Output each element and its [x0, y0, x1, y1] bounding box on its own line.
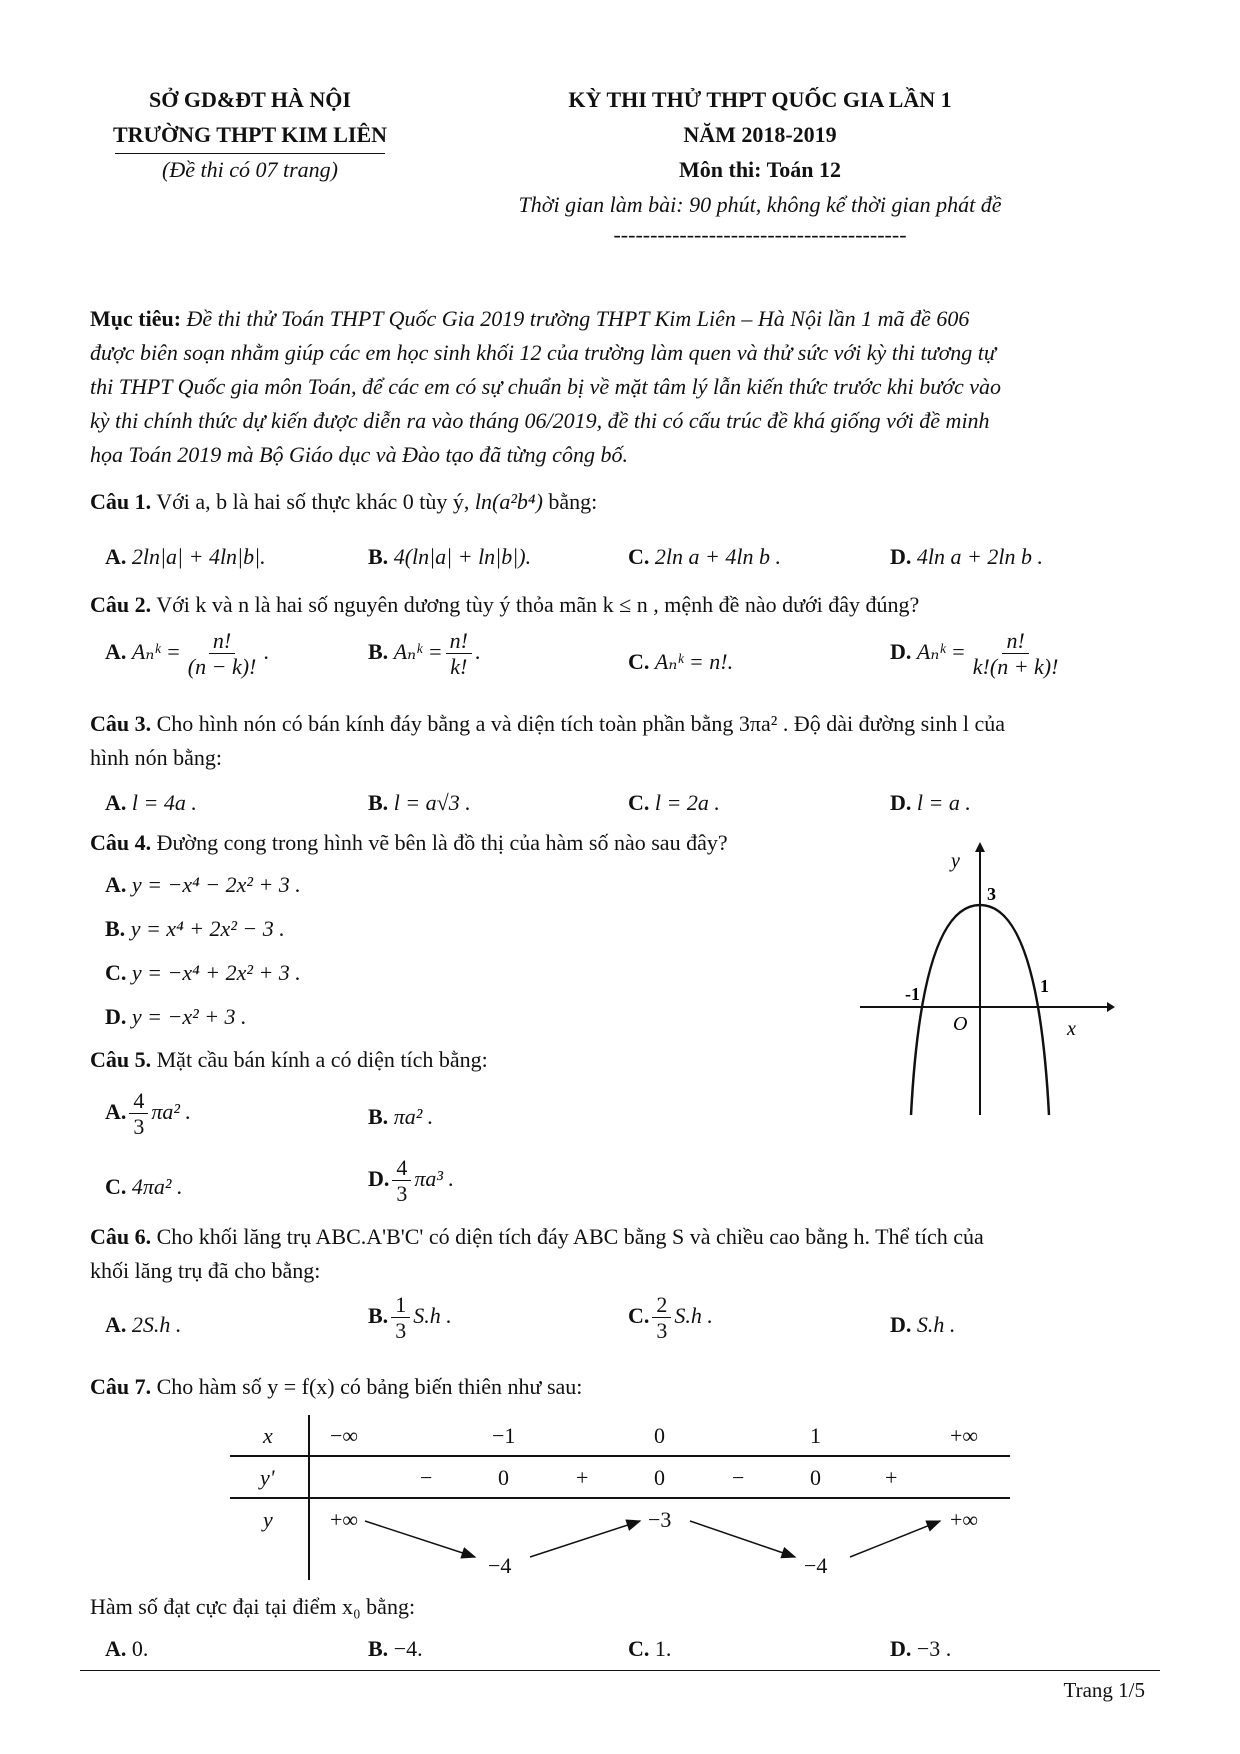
- q2-label: Câu 2.: [90, 592, 152, 617]
- row-yprime-header: y': [260, 1465, 275, 1490]
- q3-label: Câu 3.: [90, 711, 152, 736]
- q7-after-text: Hàm số đạt cực đại tại điểm x₀ bằng:: [90, 1594, 416, 1619]
- q5-option-d[interactable]: D. $\frac{4}{3}$ πa³ .: [368, 1155, 455, 1207]
- q6-option-b[interactable]: B. $\frac{1}{3}$ S.h .: [368, 1292, 452, 1344]
- y-min-2: −4: [804, 1553, 828, 1578]
- q5-d-fraction: $\frac{4}{3}$: [392, 1155, 411, 1207]
- q2-b-fraction: $\frac{n!}{k!}$: [446, 628, 472, 680]
- question-6: [90, 1220, 1150, 1288]
- q5-text: Mặt cầu bán kính a có diện tích bằng:: [156, 1047, 488, 1072]
- exam-year: NĂM 2018-2019: [683, 122, 837, 147]
- q5-option-b[interactable]: B. πa² .: [368, 1104, 434, 1129]
- q3-option-c[interactable]: C. l = 2a .: [628, 790, 720, 815]
- q6-option-a[interactable]: A. 2S.h .: [105, 1312, 182, 1337]
- school-name: TRƯỜNG THPT KIM LIÊN: [112, 122, 388, 147]
- x-axis-arrow: [1107, 1002, 1115, 1012]
- q2-option-a[interactable]: A. Aₙᵏ = $\frac{n!}{(n - k)!}$ .: [105, 628, 269, 680]
- y-pos-inf-left: +∞: [330, 1507, 359, 1532]
- x-neg-inf: −∞: [330, 1423, 359, 1448]
- y-pos-inf-right: +∞: [950, 1507, 979, 1532]
- page-number: Trang 1/5: [1063, 1678, 1145, 1702]
- q2-option-b[interactable]: B. Aₙᵏ = $\frac{n!}{k!}$ .: [368, 628, 481, 680]
- q4-option-a[interactable]: A. y = −x⁴ − 2x² + 3 .: [105, 872, 301, 897]
- x-minus1: −1: [492, 1423, 516, 1448]
- intro-paragraph: [90, 302, 1150, 472]
- question-7: [90, 1370, 1150, 1404]
- yprime-zero-1: 0: [498, 1465, 509, 1490]
- q4-label: Câu 4.: [90, 830, 152, 855]
- q3-text-2: hình nón bằng:: [90, 745, 222, 770]
- header-dashes: ----------------------------------------: [613, 222, 907, 247]
- question-3: [90, 707, 1150, 775]
- row-y-header: y: [263, 1507, 273, 1532]
- q7-option-b[interactable]: B. −4.: [368, 1636, 423, 1661]
- q6-label: Câu 6.: [90, 1224, 152, 1249]
- intro-line-2: được biên soạn nhằm giúp các em học sinh khối 12 của trường làm quen và thử sức với kỳ thi tương tự: [90, 340, 996, 365]
- q5-label: Câu 5.: [90, 1047, 152, 1072]
- q2-option-d[interactable]: D. Aₙᵏ = $\frac{n!}{k!(n + k)!}$: [890, 628, 1065, 680]
- q2-d-fraction: $\frac{n!}{k!(n + k)!}$: [972, 628, 1059, 680]
- question-4: [90, 826, 810, 860]
- q3-option-d[interactable]: D. l = a .: [890, 790, 971, 815]
- variation-table: [230, 1415, 1010, 1580]
- q1-option-a[interactable]: A. 2ln|a| + 4ln|b|.: [105, 544, 266, 569]
- arrow-up-2: [850, 1521, 940, 1557]
- exam-title: KỲ THI THỬ THPT QUỐC GIA LẦN 1: [568, 87, 952, 112]
- yprime-sign-2: +: [576, 1465, 589, 1490]
- y-min-1: −4: [488, 1553, 512, 1578]
- q1-option-c[interactable]: C. 2ln a + 4ln b .: [628, 544, 781, 569]
- yprime-zero-2: 0: [654, 1465, 665, 1490]
- x-label: x: [1067, 1018, 1076, 1040]
- q4-option-c[interactable]: C. y = −x⁴ + 2x² + 3 .: [105, 960, 301, 985]
- q6-c-fraction: $\frac{2}{3}$: [652, 1292, 671, 1344]
- q2-text: Với k và n là hai số nguyên dương tùy ý thỏa mãn k ≤ n , mệnh đề nào dưới đây đúng?: [156, 592, 920, 617]
- school-department: SỞ GD&ĐT HÀ NỘI: [149, 87, 351, 112]
- exam-subject: Môn thi: Toán 12: [679, 157, 841, 182]
- x-zero: 0: [654, 1423, 665, 1448]
- q1-option-d[interactable]: D. 4ln a + 2ln b .: [890, 544, 1043, 569]
- q5-option-c[interactable]: C. 4πa² .: [105, 1174, 183, 1199]
- intro-label: Mục tiêu:: [90, 306, 182, 331]
- tick-3-label: 3: [987, 884, 996, 904]
- arrow-down-2: [690, 1521, 795, 1557]
- row-x-header: x: [263, 1423, 273, 1448]
- question-1: [90, 485, 1150, 519]
- q5-option-a[interactable]: A. $\frac{4}{3}$ πa² .: [105, 1088, 192, 1140]
- y-axis-arrow: [975, 842, 985, 852]
- q7-option-a[interactable]: A. 0.: [105, 1636, 149, 1661]
- page-count-note: (Đề thi có 07 trang): [162, 157, 338, 182]
- tick-minus1-label: -1: [905, 984, 920, 1004]
- q1-text: Với a, b là hai số thực khác 0 tùy ý,: [156, 489, 470, 514]
- q6-text-2: khối lăng trụ đã cho bằng:: [90, 1258, 321, 1283]
- arrow-down-1: [365, 1521, 475, 1557]
- tick-1-label: 1: [1040, 976, 1049, 996]
- q6-option-c[interactable]: C. $\frac{2}{3}$ S.h .: [628, 1292, 713, 1344]
- q2-a-fraction: $\frac{n!}{(n - k)!}$: [187, 628, 257, 680]
- question-5: [90, 1043, 1150, 1077]
- x-pos-inf: +∞: [950, 1423, 979, 1448]
- q7-label: Câu 7.: [90, 1374, 152, 1399]
- variation-arrows: [230, 1499, 1010, 1580]
- x-one: 1: [810, 1423, 821, 1448]
- table-rule-1: [230, 1455, 1010, 1457]
- q7-option-d[interactable]: D. −3 .: [890, 1636, 952, 1661]
- yprime-sign-4: +: [885, 1465, 898, 1490]
- q4-graph: [855, 840, 1115, 1120]
- q6-b-fraction: $\frac{1}{3}$: [391, 1292, 410, 1344]
- q4-option-d[interactable]: D. y = −x² + 3 .: [105, 1004, 247, 1029]
- q1-expr: ln(a²b⁴): [474, 489, 543, 514]
- q6-text: Cho khối lăng trụ ABC.A'B'C' có diện tích đáy ABC bằng S và chiều cao bằng h. Thể tích của: [156, 1224, 984, 1249]
- q1-option-b[interactable]: B. 4(ln|a| + ln|b|).: [368, 544, 532, 569]
- q7-text: Cho hàm số y = f(x) có bảng biến thiên như sau:: [156, 1374, 583, 1399]
- yprime-zero-3: 0: [810, 1465, 821, 1490]
- intro-line-3: thi THPT Quốc gia môn Toán, để các em có sự chuẩn bị về mặt tâm lý lẫn kiến thức trước khi bước vào: [90, 374, 1002, 399]
- q1-label: Câu 1.: [90, 489, 152, 514]
- q4-text: Đường cong trong hình vẽ bên là đồ thị của hàm số nào sau đây?: [156, 830, 728, 855]
- q7-option-c[interactable]: C. 1.: [628, 1636, 672, 1661]
- footer-rule: [80, 1670, 1160, 1671]
- yprime-sign-1: −: [420, 1465, 433, 1490]
- q4-option-b[interactable]: B. y = x⁴ + 2x² − 3 .: [105, 916, 285, 941]
- q6-option-d[interactable]: D. S.h .: [890, 1312, 956, 1337]
- q5-a-fraction: $\frac{4}{3}$: [129, 1088, 148, 1140]
- y-max: −3: [648, 1507, 672, 1532]
- intro-line-5: họa Toán 2019 mà Bộ Giáo dục và Đào tạo đã từng công bố.: [90, 442, 628, 467]
- intro-line-1: Đề thi thử Toán THPT Quốc Gia 2019 trường THPT Kim Liên – Hà Nội lần 1 mã đề 606: [186, 306, 970, 331]
- question-2: [90, 588, 1150, 622]
- q2-option-c[interactable]: C. Aₙᵏ = n!.: [628, 649, 734, 674]
- q3-text: Cho hình nón có bán kính đáy bằng a và diện tích toàn phần bằng 3πa² . Độ dài đường sinh l của: [156, 711, 1005, 736]
- yprime-sign-3: −: [732, 1465, 745, 1490]
- q3-option-a[interactable]: A. l = 4a .: [105, 790, 197, 815]
- q3-option-b[interactable]: B. l = a√3 .: [368, 790, 471, 815]
- y-label: y: [951, 850, 960, 872]
- intro-line-4: kỳ thi chính thức dự kiến được diễn ra vào tháng 06/2019, đề thi có cấu trúc đề khá giống với đề minh: [90, 408, 990, 433]
- exam-time: Thời gian làm bài: 90 phút, không kể thời gian phát đề: [518, 192, 1002, 217]
- arrow-up-1: [530, 1521, 640, 1557]
- q1-tail: bằng:: [548, 489, 598, 514]
- origin-label: O: [953, 1013, 968, 1035]
